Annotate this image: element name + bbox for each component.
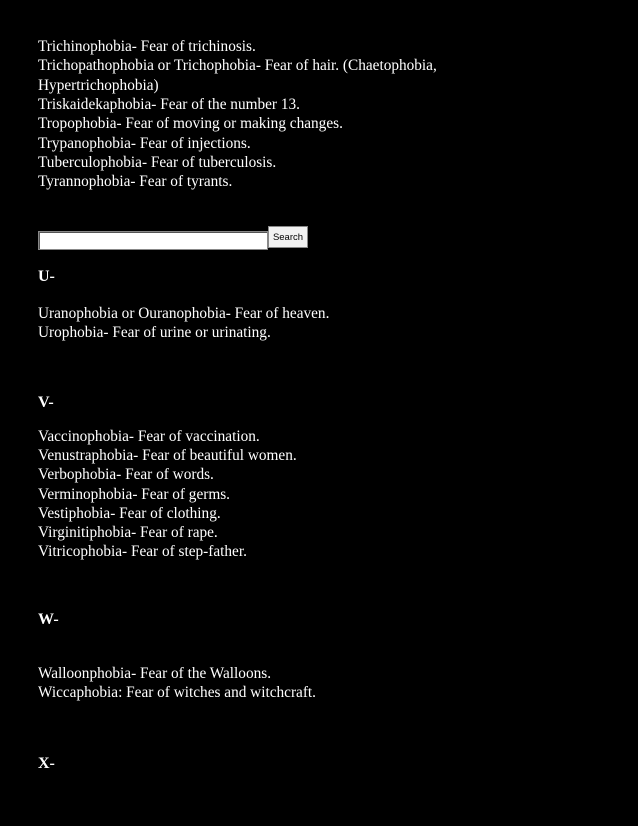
list-item: Verminophobia- Fear of germs. xyxy=(38,485,231,503)
list-item: Wiccaphobia: Fear of witches and witchcraft. xyxy=(38,684,317,702)
list-item: Trichinophobia- Fear of trichinosis. xyxy=(38,38,256,55)
list-item: Walloonphobia- Fear of the Walloons. xyxy=(38,665,272,682)
list-item: Trichopathophobia or Trichophobia- Fear of hair. (Chaetophobia, Hypertrichophobia) xyxy=(38,57,437,94)
section-heading-u: U- xyxy=(38,268,55,285)
list-item: Tyrannophobia- Fear of tyrants. xyxy=(38,173,233,191)
v-section xyxy=(38,427,297,561)
list-item: Urophobia- Fear of urine or urinating. xyxy=(38,324,271,342)
list-item: Tropophobia- Fear of moving or making changes. xyxy=(38,115,343,133)
list-item: Vaccinophobia- Fear of vaccination. xyxy=(38,428,260,445)
list-item: Triskaidekaphobia- Fear of the number 13. xyxy=(38,96,300,114)
search-input[interactable] xyxy=(38,231,268,250)
list-item: Trypanophobia- Fear of injections. xyxy=(38,134,251,152)
section-heading-w: W- xyxy=(38,611,59,628)
list-item: Verbophobia- Fear of words. xyxy=(38,466,214,484)
search-button[interactable]: Search xyxy=(268,226,308,248)
list-item: Tuberculophobia- Fear of tuberculosis. xyxy=(38,153,277,171)
list-item: Virginitiphobia- Fear of rape. xyxy=(38,524,218,542)
section-heading-v: V- xyxy=(38,394,54,411)
w-section xyxy=(38,664,316,702)
list-item: Vestiphobia- Fear of clothing. xyxy=(38,504,221,522)
list-item: Vitricophobia- Fear of step-father. xyxy=(38,543,247,561)
list-item: Venustraphobia- Fear of beautiful women. xyxy=(38,447,297,465)
section-heading-x: X- xyxy=(38,755,55,772)
list-item: Uranophobia or Ouranophobia- Fear of heaven. xyxy=(38,305,330,322)
t-section-continued xyxy=(38,37,598,191)
u-section xyxy=(38,304,329,342)
